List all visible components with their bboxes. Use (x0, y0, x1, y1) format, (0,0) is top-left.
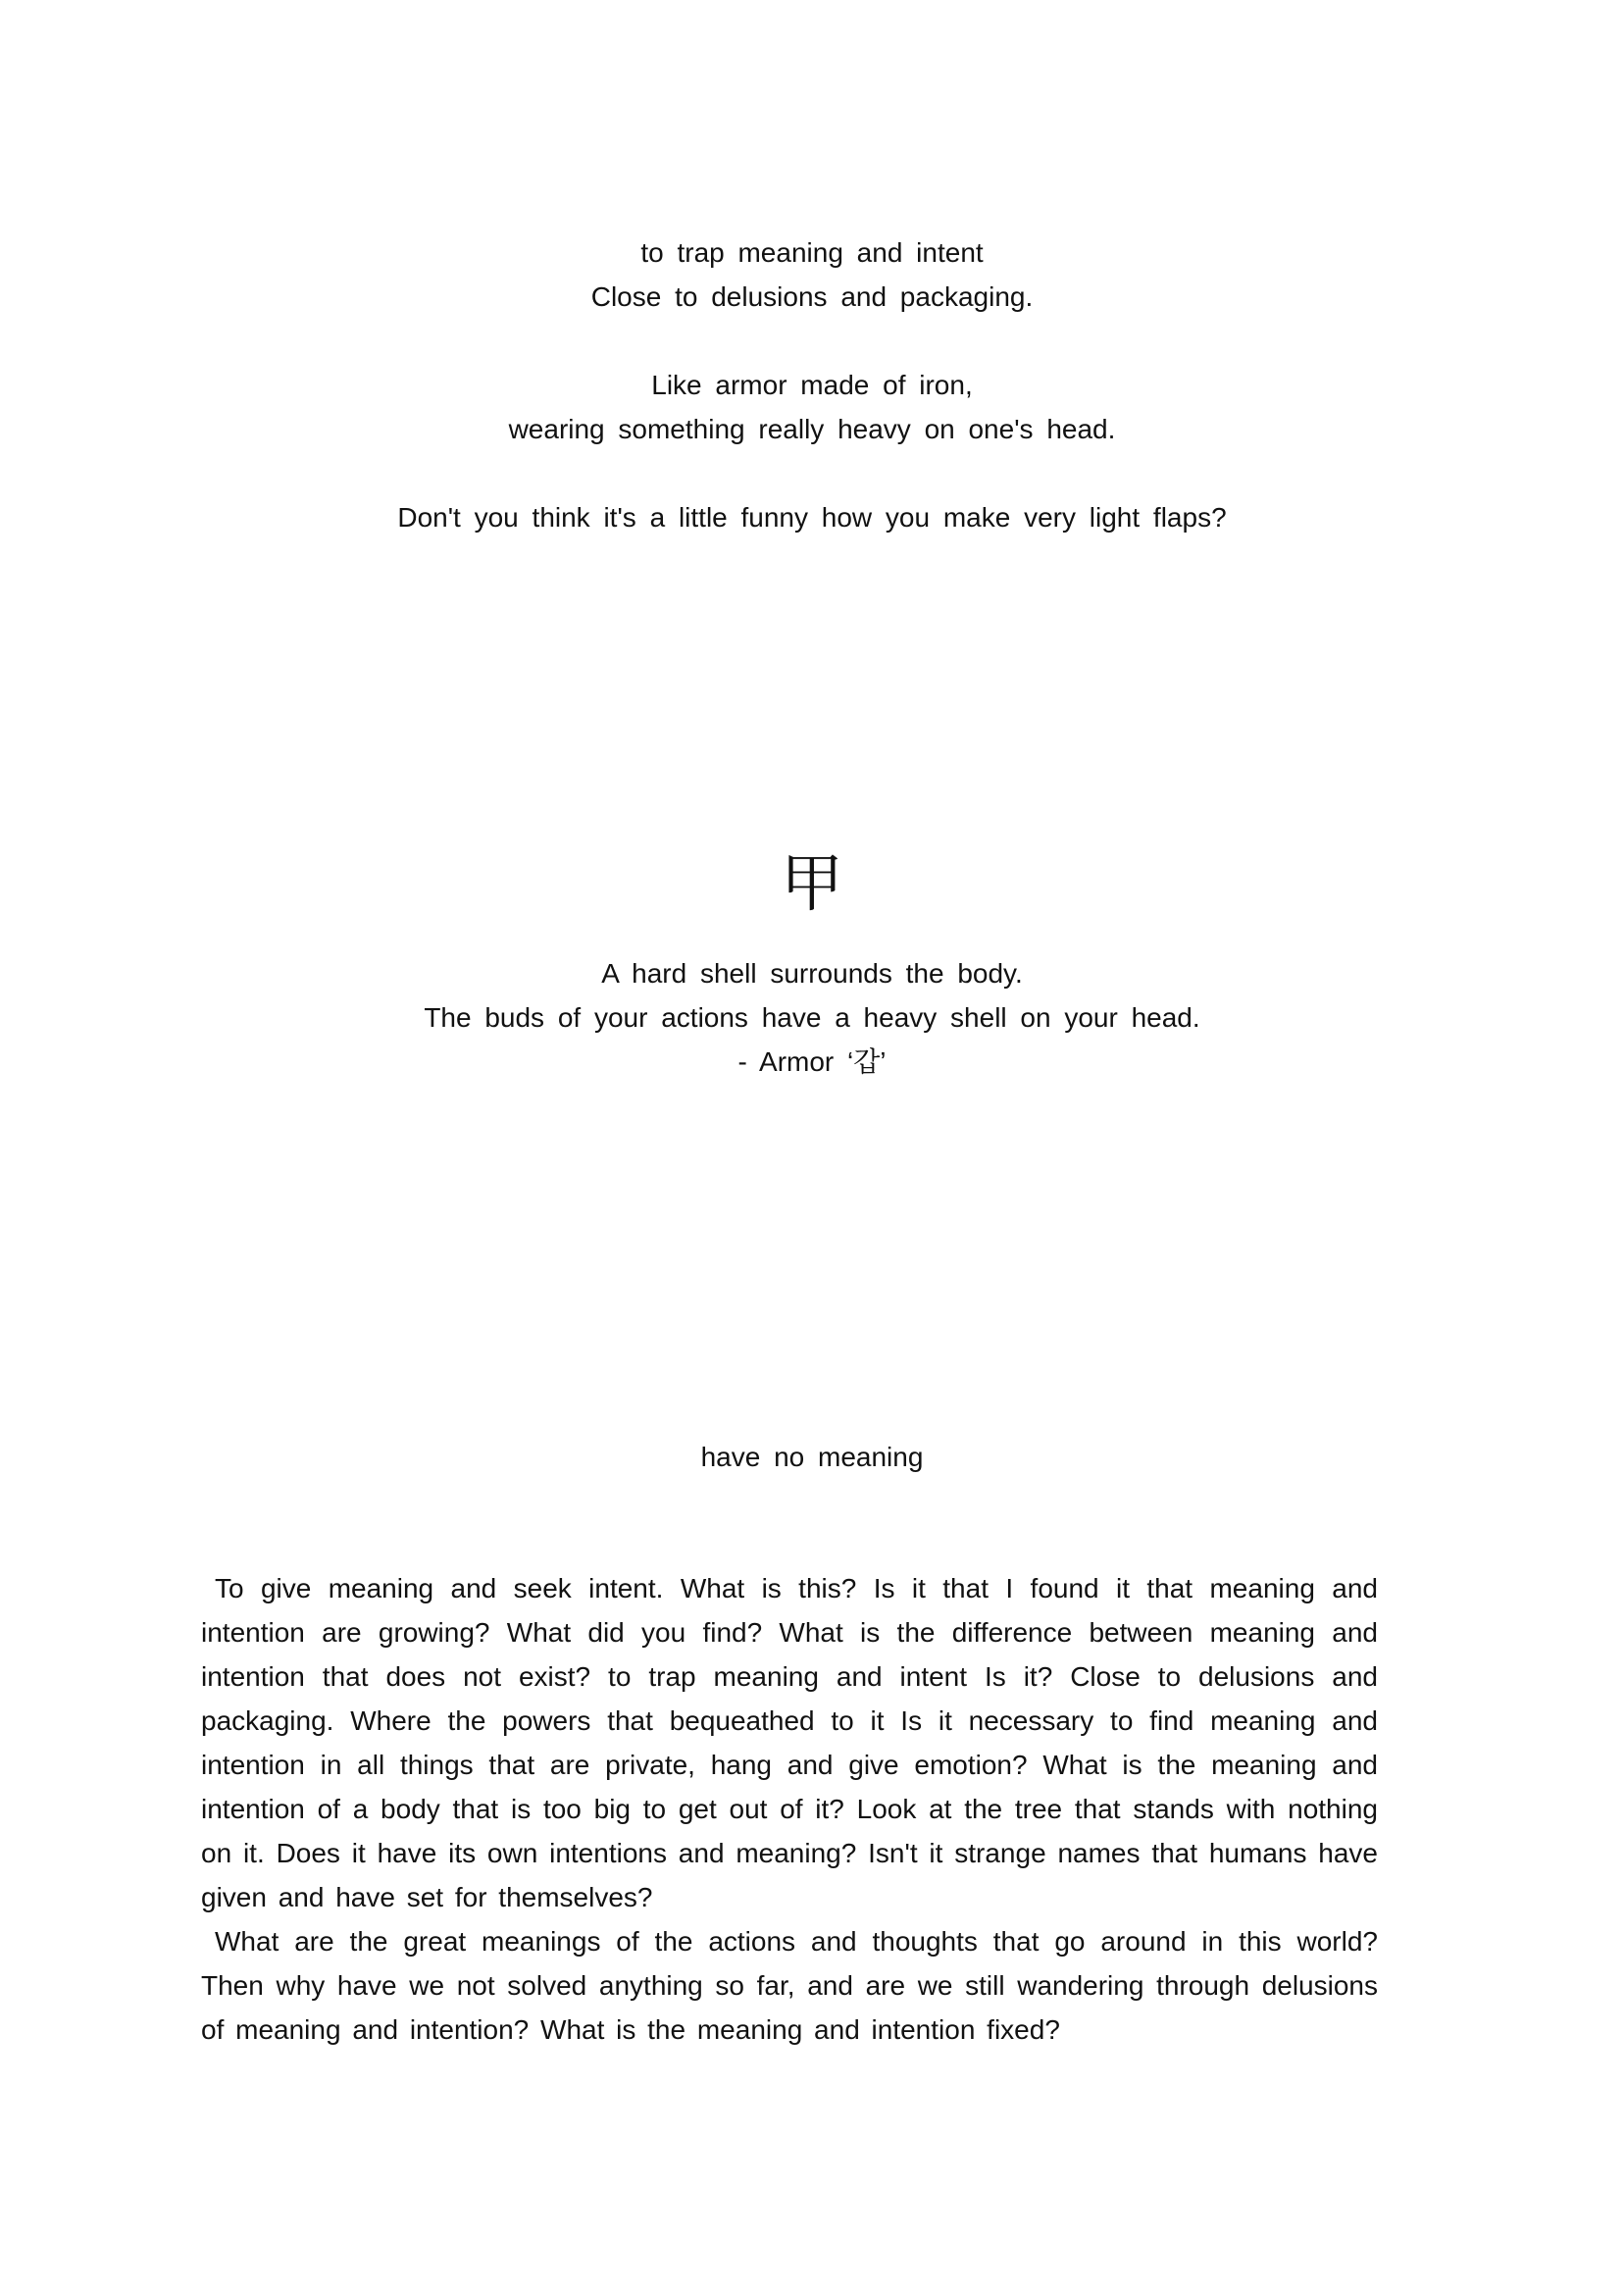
poem-line: wearing something really heavy on one's head. (508, 414, 1116, 444)
character-caption: - Armor ‘갑’ (737, 1046, 887, 1077)
essay-paragraph: What are the great meanings of the actions and thoughts that go around in this world? Then why have we not solved anything so far, and are we still wandering through delusions of meaning and intention? What is the meaning and intention fixed? (201, 1926, 1378, 2045)
poem-line: Close to delusions and packaging. (590, 281, 1034, 312)
essay-paragraph: To give meaning and seek intent. What is this? Is it that I found it that meaning and intention are growing? What did you find? What is the difference between meaning and intention that does not exist? to trap meaning and intent Is it? Close to delusions and packaging. Where the powers that bequeathed to it Is it necessary to find meaning and intention in all things that are private, hang and give emotion? What is the meaning and intention of a body that is too big to get out of it? Look at the tree that stands with nothing on it. Does it have its own intentions and meaning? Isn't it strange names that humans have given and have set for themselves? (201, 1573, 1378, 1912)
poem-line: to trap meaning and intent (640, 237, 984, 268)
poem-line: Like armor made of iron, (651, 370, 973, 400)
poem-line: Don't you think it's a little funny how you make very light flaps? (397, 502, 1227, 533)
character-caption: The buds of your actions have a heavy shell on your head. (424, 1002, 1200, 1033)
essay-body (201, 1566, 1378, 2052)
section-title: have no meaning (700, 1442, 924, 1472)
hanja-character: 甲 (781, 848, 843, 921)
character-caption: A hard shell surrounds the body. (601, 958, 1023, 989)
